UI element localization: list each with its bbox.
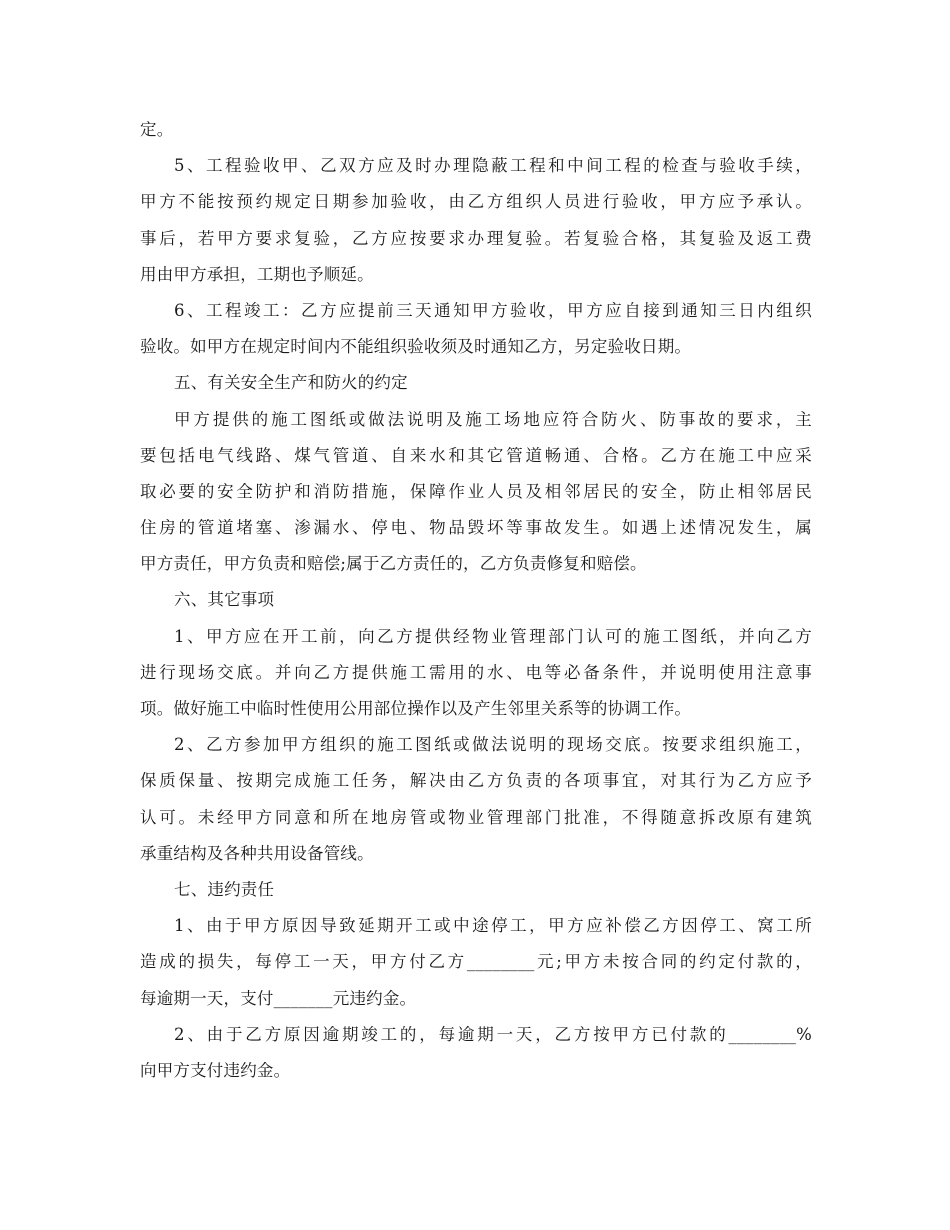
text-line: 向甲方支付违约金。 (140, 1060, 291, 1080)
text-line: 2、乙方参加甲方组织的施工图纸或做法说明的现场交底。按要求组织施工， (174, 735, 812, 755)
section-heading: 六、其它事项 (174, 590, 275, 610)
text-line: 项。做好施工中临时性使用公用部位操作以及产生邻里关系等的协调工作。 (140, 699, 692, 718)
text-line: 1、甲方应在开工前，向乙方提供经物业管理部门认可的施工图纸，并向乙方 (174, 626, 812, 646)
section-heading: 五、有关安全生产和防火的约定 (174, 373, 408, 393)
text-line: 用由甲方承担，工期也予顺延。 (140, 264, 374, 284)
text-line: 住房的管道堵塞、渗漏水、停电、物品毁坏等事故发生。如遇上述情况发生，属 (140, 518, 812, 538)
text-line: 2、由于乙方原因逾期竣工的，每逾期一天，乙方按甲方已付款的________% (174, 1024, 812, 1044)
text-line: 造成的损失，每停工一天，甲方付乙方________元;甲方未按合同的约定付款的， (140, 952, 812, 972)
text-line: 取必要的安全防护和消防措施，保障作业人员及相邻居民的安全，防止相邻居民 (140, 481, 812, 501)
text-line: 6、工程竣工：乙方应提前三天通知甲方验收，甲方应自接到通知三日内组织 (174, 300, 812, 320)
document-page (140, 112, 812, 1089)
text-line: 事后，若甲方要求复验，乙方应按要求办理复验。若复验合格，其复验及返工费 (140, 228, 812, 248)
text-line: 5、工程验收甲、乙双方应及时办理隐蔽工程和中间工程的检查与验收手续， (174, 156, 812, 176)
text-line: 甲方不能按预约规定日期参加验收，由乙方组织人员进行验收，甲方应予承认。 (140, 192, 812, 212)
text-line: 要包括电气线路、煤气管道、自来水和其它管道畅通、合格。乙方在施工中应采 (140, 445, 812, 465)
text-line: 甲方提供的施工图纸或做法说明及施工场地应符合防火、防事故的要求，主 (174, 409, 812, 429)
text-line: 认可。未经甲方同意和所在地房管或物业管理部门批准，不得随意拆改原有建筑 (140, 807, 812, 827)
text-line: 验收。如甲方在规定时间内不能组织验收须及时通知乙方，另定验收日期。 (140, 337, 692, 357)
text-line: 保质保量、按期完成施工任务，解决由乙方负责的各项事宜，对其行为乙方应予 (140, 771, 812, 791)
text-line: 甲方责任，甲方负责和赔偿;属于乙方责任的，乙方负责修复和赔偿。 (140, 554, 647, 574)
text-line: 1、由于甲方原因导致延期开工或中途停工，甲方应补偿乙方因停工、窝工所 (174, 916, 812, 936)
text-line: 承重结构及各种共用设备管线。 (140, 843, 374, 863)
text-line: 每逾期一天，支付_______元违约金。 (140, 988, 417, 1008)
text-line: 定。 (140, 120, 174, 139)
section-heading: 七、违约责任 (174, 879, 275, 899)
text-line: 进行现场交底。并向乙方提供施工需用的水、电等必备条件，并说明使用注意事 (140, 662, 812, 682)
